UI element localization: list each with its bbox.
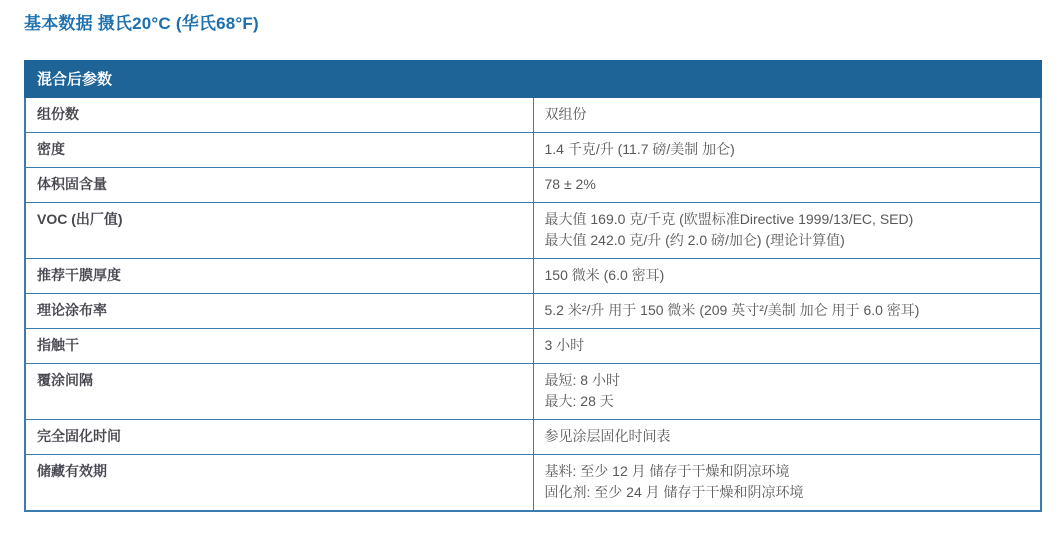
row-value [533,259,1041,294]
row-label: 组份数 [25,97,533,133]
table-row [25,203,1041,259]
row-value [533,455,1041,512]
row-label: 理论涂布率 [25,294,533,329]
page-title: 基本数据 摄氏20°C (华氏68°F) [24,14,259,33]
row-value [533,133,1041,168]
row-value [533,364,1041,420]
row-label: 体积固含量 [25,168,533,203]
table-row [25,133,1041,168]
row-label: 储藏有效期 [25,455,533,512]
row-label: 指触干 [25,329,533,364]
row-value [533,168,1041,203]
row-value [533,97,1041,133]
table-row [25,168,1041,203]
value-line: 双组份 [544,106,587,122]
row-value [533,420,1041,455]
table-row [25,364,1041,420]
row-label: VOC (出厂值) [25,203,533,259]
table-row [25,455,1041,512]
row-label: 完全固化时间 [25,420,533,455]
table-row [25,329,1041,364]
value-line: 3 小时 [544,337,585,353]
value-line: 1.4 千克/升 (11.7 磅/美制 加仑) [544,141,735,157]
row-value [533,329,1041,364]
row-value [533,203,1041,259]
table-section-header: 混合后参数 [25,61,1041,97]
value-line: 最短: 8 小时 [544,372,620,388]
value-line: 78 ± 2% [544,176,596,192]
value-line: 参见涂层固化时间表 [544,428,671,444]
row-label: 推荐干膜厚度 [25,259,533,294]
table-row [25,97,1041,133]
spec-table [24,60,1042,512]
value-line: 最大: 28 天 [544,393,614,409]
table-header-row [25,61,1041,97]
table-row [25,294,1041,329]
value-line: 最大值 242.0 克/升 (约 2.0 磅/加仑) (理论计算值) [544,232,845,248]
value-line: 150 微米 (6.0 密耳) [544,267,665,283]
table-row [25,420,1041,455]
value-line: 基料: 至少 12 月 储存于干燥和阴凉环境 [544,463,790,479]
row-value [533,294,1041,329]
row-label: 覆涂间隔 [25,364,533,420]
value-line: 固化剂: 至少 24 月 储存于干燥和阴凉环境 [544,484,804,500]
value-line: 最大值 169.0 克/千克 (欧盟标准Directive 1999/13/EC, SED) [544,211,914,227]
row-label: 密度 [25,133,533,168]
table-row [25,259,1041,294]
value-line: 5.2 米²/升 用于 150 微米 (209 英寸²/美制 加仑 用于 6.0 密耳) [544,302,920,318]
